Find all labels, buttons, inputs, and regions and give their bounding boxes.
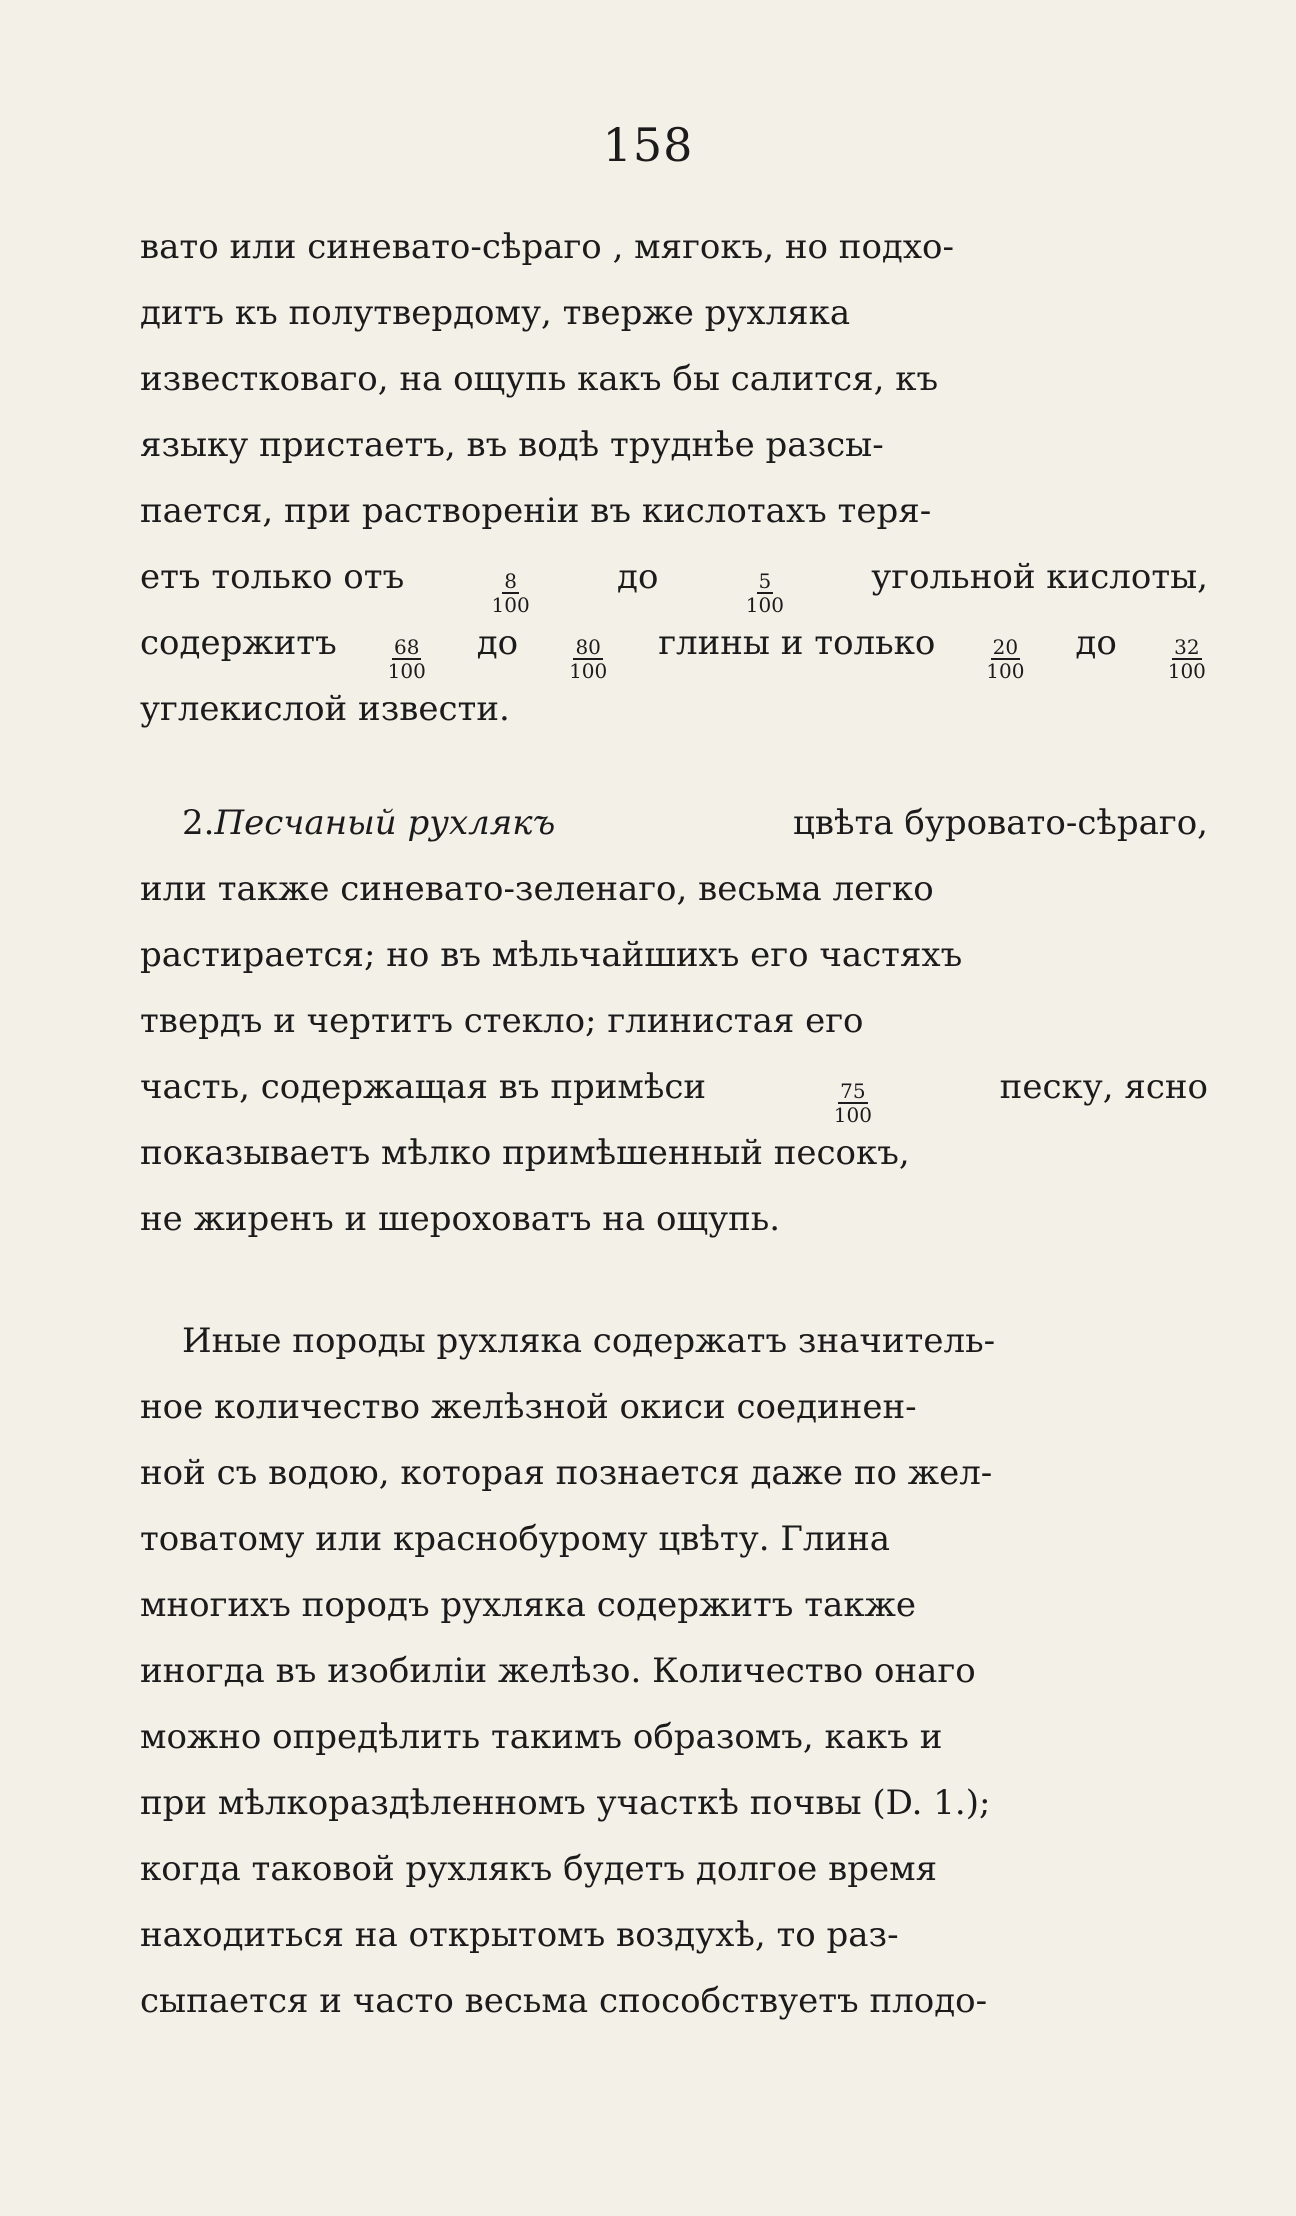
text-segment: до	[1075, 623, 1117, 663]
fraction-numerator: 5	[758, 569, 772, 593]
fraction-denominator: 100	[387, 659, 426, 683]
text-line: или также синевато-зеленаго, весьма легко	[140, 869, 934, 909]
text-segment: часть, содержащая въ примѣси	[140, 1067, 707, 1107]
fraction-numerator: 68	[394, 635, 420, 659]
text-line: твердъ и чертитъ стекло; глинистая его	[140, 1001, 864, 1041]
page-number: 158	[602, 118, 694, 172]
text-line: находиться на открытомъ воздухѣ, то раз-	[140, 1915, 899, 1955]
text-line: ное количество желѣзной окиси соединен-	[140, 1387, 917, 1427]
fraction	[569, 637, 607, 681]
fraction-denominator: 100	[569, 659, 608, 683]
text-segment: до	[617, 557, 659, 597]
paragraph-clay-marl	[140, 214, 1208, 742]
text-segment: содержитъ	[140, 623, 337, 663]
text-segment: песку, ясно	[999, 1067, 1208, 1107]
text-line: не жиренъ и шероховатъ на ощупь.	[140, 1199, 781, 1239]
text-line: при мѣлкораздѣленномъ участкѣ почвы (D. 1.);	[140, 1783, 991, 1823]
text-line: когда таковой рухлякъ будетъ долгое время	[140, 1849, 938, 1889]
fraction-denominator: 100	[986, 659, 1025, 683]
text-line: сыпается и часто весьма способствуетъ плодо-	[140, 1981, 988, 2021]
text-segment: глины и только	[658, 623, 936, 663]
fraction-numerator: 8	[504, 569, 517, 593]
text-line: товатому или краснобурому цвѣту. Глина	[140, 1519, 891, 1559]
italic-term: Песчаный рухлякъ	[214, 803, 556, 843]
fraction-numerator: 75	[840, 1079, 866, 1103]
text-line-with-fractions	[140, 610, 1208, 683]
text-line-with-fractions	[140, 1054, 1208, 1127]
text-line: растирается; но въ мѣльчайшихъ его частяхъ	[140, 935, 963, 975]
text-line: ной съ водою, которая познается даже по жел-	[140, 1453, 993, 1493]
fraction	[746, 571, 784, 615]
text-segment: цвѣта буровато-сѣраго,	[793, 803, 1208, 843]
text-line: иногда въ изобилiи желѣзо. Количество онаго	[140, 1651, 976, 1691]
text-segment: етъ только отъ	[140, 557, 405, 597]
fraction-denominator: 100	[1167, 659, 1206, 683]
text-line: языку пристаетъ, въ водѣ труднѣе разсы-	[140, 425, 884, 465]
text-line: известковаго, на ощупь какъ бы салится, къ	[140, 359, 939, 399]
fraction-numerator: 80	[575, 635, 601, 659]
text-line-with-fractions	[140, 544, 1208, 617]
text-line: углекислой извести.	[140, 689, 510, 729]
text-line: пается, при растворенiи въ кислотахъ теря-	[140, 491, 932, 531]
fraction	[834, 1081, 872, 1125]
text-line: вато или синевато-сѣраго , мягокъ, но подхо-	[140, 227, 954, 267]
fraction-denominator: 100	[745, 593, 784, 617]
fraction-numerator: 20	[992, 635, 1019, 659]
text-line: дитъ къ полутвердому, тверже рухляка	[140, 293, 851, 333]
paragraph-sandy-marl	[140, 790, 1208, 1252]
text-line-heading	[140, 790, 1208, 856]
fraction-denominator: 100	[491, 593, 530, 617]
fraction	[388, 637, 426, 681]
fraction-numerator: 32	[1174, 635, 1200, 659]
fraction	[492, 571, 530, 615]
paragraph-iron-content	[140, 1308, 1208, 2034]
text-line: Иные породы рухляка содержатъ значитель-	[182, 1321, 996, 1361]
fraction	[1168, 637, 1206, 681]
text-segment: до	[476, 623, 519, 663]
text-segment: угольной кислоты,	[871, 557, 1208, 597]
text-line: показываетъ мѣлко примѣшенный песокъ,	[140, 1133, 910, 1173]
fraction-denominator: 100	[833, 1103, 872, 1127]
list-number: 2.	[182, 803, 215, 843]
text-line: можно опредѣлить такимъ образомъ, какъ и	[140, 1717, 943, 1757]
text-line: многихъ породъ рухляка содержитъ также	[140, 1585, 916, 1625]
fraction	[986, 637, 1024, 681]
